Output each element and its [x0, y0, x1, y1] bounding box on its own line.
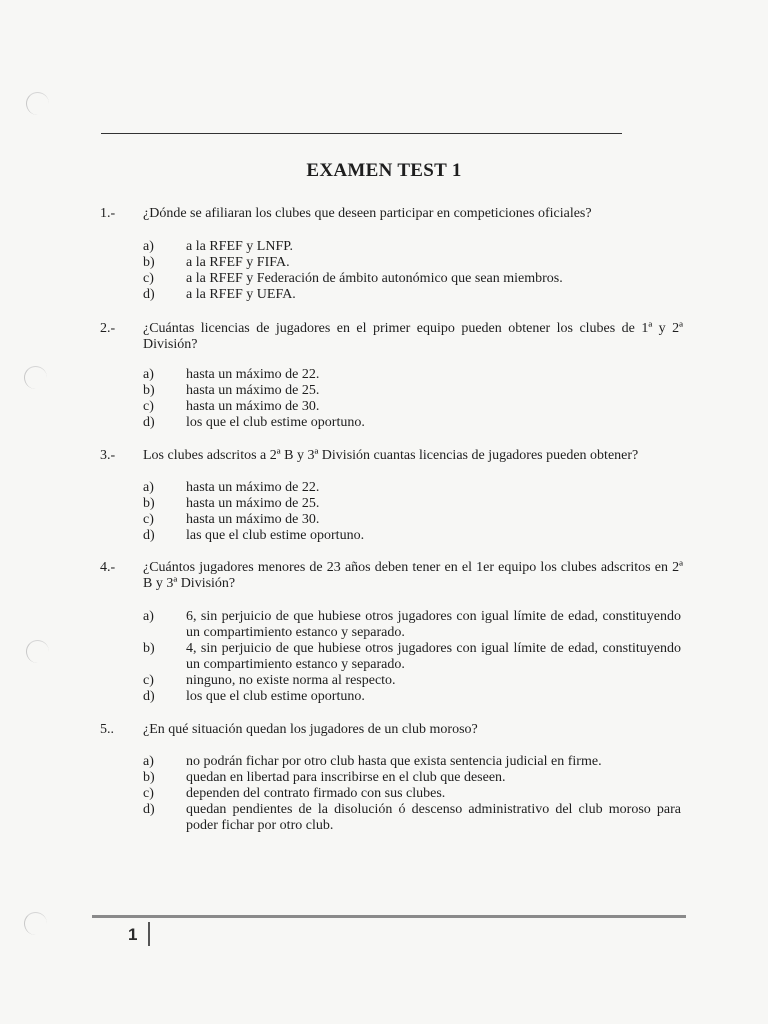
page-title: EXAMEN TEST 1 — [306, 160, 462, 181]
option-text: hasta un máximo de 30. — [186, 512, 320, 527]
option-text: a la RFEF y FIFA. — [186, 255, 290, 270]
option-letter: c) — [143, 512, 154, 527]
option-text: no podrán fichar por otro club hasta que exista sentencia judicial en firme. — [186, 754, 602, 769]
footer-rule — [92, 915, 686, 918]
option-text: hasta un máximo de 25. — [186, 496, 320, 511]
option-text: los que el club estime oportuno. — [186, 415, 365, 430]
punch-hole-mark — [26, 92, 49, 115]
question-number: 4.- — [100, 560, 116, 575]
question-number: 1.- — [100, 206, 116, 221]
option-letter: b) — [143, 770, 155, 785]
option-text: a la RFEF y LNFP. — [186, 239, 293, 254]
option-letter: a) — [143, 754, 154, 769]
header-rule — [101, 133, 622, 134]
option-text: a la RFEF y Federación de ámbito autonómico que sean miembros. — [186, 271, 563, 286]
question-number: 5.. — [100, 722, 114, 737]
question-text: Los clubes adscritos a 2ª B y 3ª División cuantas licencias de jugadores pueden obtener? — [143, 448, 639, 463]
option-text: a la RFEF y UEFA. — [186, 287, 296, 302]
option-letter: a) — [143, 480, 154, 495]
question-text: ¿Cuántas licencias de jugadores en el primer equipo pueden obtener los clubes de 1ª y 2ª División? — [143, 321, 683, 352]
option-text: hasta un máximo de 22. — [186, 480, 320, 495]
option-text: hasta un máximo de 25. — [186, 383, 320, 398]
option-letter: b) — [143, 641, 155, 656]
option-text: hasta un máximo de 30. — [186, 399, 320, 414]
question-number: 3.- — [100, 448, 116, 463]
page-number-divider — [148, 922, 150, 946]
option-letter: d) — [143, 528, 155, 543]
option-letter: c) — [143, 399, 154, 414]
option-letter: a) — [143, 239, 154, 254]
option-text: 6, sin perjuicio de que hubiese otros jugadores con igual límite de edad, constituyendo un compartimiento estanco y separado. — [186, 609, 681, 640]
option-text: las que el club estime oportuno. — [186, 528, 365, 543]
option-text: los que el club estime oportuno. — [186, 689, 365, 704]
page-number: 1 — [128, 925, 138, 944]
option-letter: c) — [143, 673, 154, 688]
option-text: quedan en libertad para inscribirse en el club que deseen. — [186, 770, 506, 785]
option-letter: c) — [143, 786, 154, 801]
option-letter: b) — [143, 383, 155, 398]
option-letter: c) — [143, 271, 154, 286]
option-letter: b) — [143, 496, 155, 511]
punch-hole-mark — [26, 640, 49, 663]
punch-hole-mark — [24, 912, 47, 935]
option-letter: a) — [143, 367, 154, 382]
question-text: ¿En qué situación quedan los jugadores de un club moroso? — [143, 722, 478, 737]
question-number: 2.- — [100, 321, 116, 336]
question-text: ¿Cuántos jugadores menores de 23 años deben tener en el 1er equipo los clubes adscritos en 2ª B y 3ª División? — [143, 560, 683, 591]
option-text: ninguno, no existe norma al respecto. — [186, 673, 396, 688]
option-text: quedan pendientes de la disolución ó descenso administrativo del club moroso para poder fichar por otro club. — [186, 802, 681, 833]
option-letter: b) — [143, 255, 155, 270]
question-text: ¿Dónde se afiliaran los clubes que deseen participar en competiciones oficiales? — [143, 206, 592, 221]
punch-hole-mark — [24, 366, 47, 389]
option-letter: d) — [143, 287, 155, 302]
option-letter: d) — [143, 802, 155, 817]
option-letter: d) — [143, 689, 155, 704]
option-text: 4, sin perjuicio de que hubiese otros jugadores con igual límite de edad, constituyendo un compartimiento estanco y separado. — [186, 641, 681, 672]
option-text: dependen del contrato firmado con sus clubes. — [186, 786, 446, 801]
option-text: hasta un máximo de 22. — [186, 367, 320, 382]
option-letter: a) — [143, 609, 154, 624]
option-letter: d) — [143, 415, 155, 430]
